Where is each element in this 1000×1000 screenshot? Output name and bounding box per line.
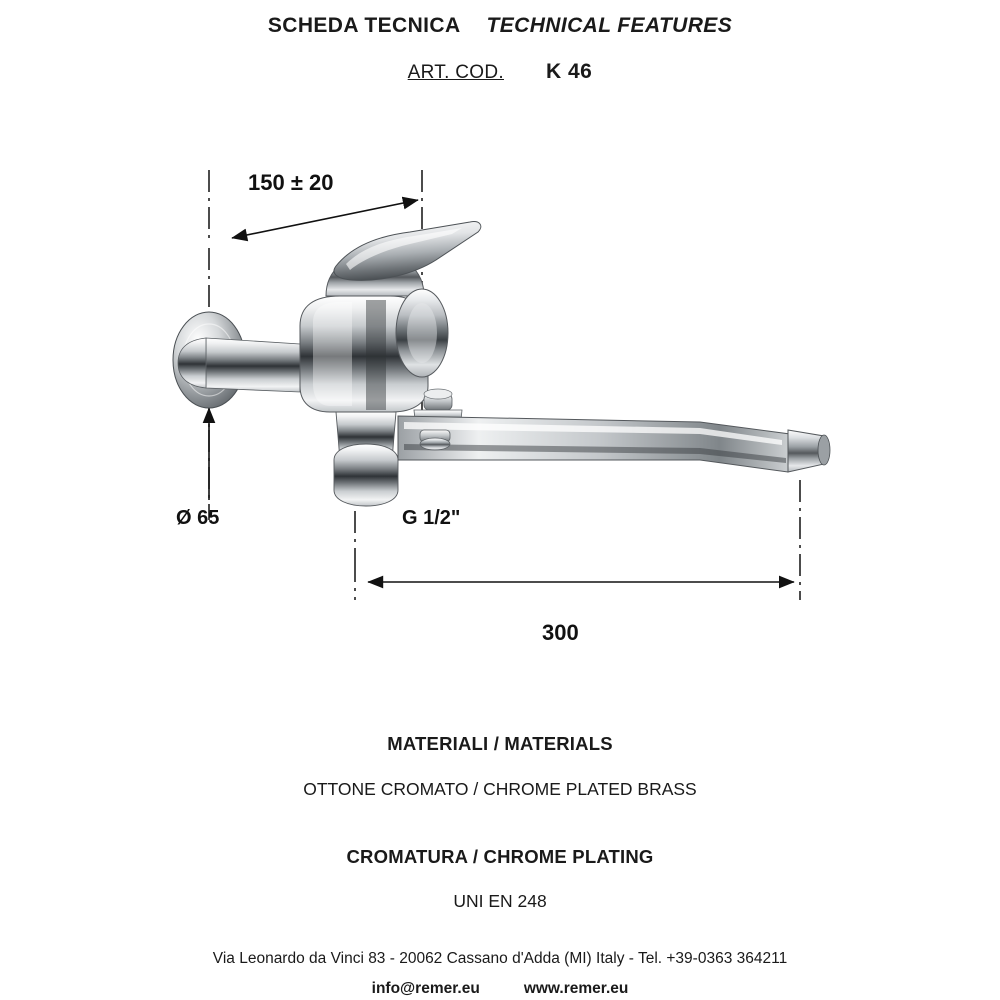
faucet-illustration: [173, 222, 830, 506]
technical-drawing: [0, 130, 1000, 690]
materials-value: OTTONE CROMATO / CHROME PLATED BRASS: [303, 779, 697, 799]
dimension-label-spread: 150 ± 20: [248, 170, 334, 195]
header-title-row: [0, 14, 1000, 38]
dimension-label-thread: G 1/2": [402, 507, 461, 529]
faucet-drawing-svg: [0, 130, 1000, 690]
article-code-label: ART. COD.: [407, 62, 504, 83]
footer-contacts: [0, 980, 1000, 998]
title-english: TECHNICAL FEATURES: [486, 14, 733, 37]
article-code-value: K 46: [545, 60, 593, 83]
dimension-label-flange-diameter: Ø 65: [176, 507, 220, 529]
footer-address: Via Leonardo da Vinci 83 - 20062 Cassano d'Adda (MI) Italy - Tel. +39-0363 364211: [212, 950, 788, 967]
document-header: [0, 14, 1000, 84]
plating-title: CROMATURA / CHROME PLATING: [346, 846, 654, 867]
materials-title: MATERIALI / MATERIALS: [387, 733, 613, 754]
footer-website[interactable]: www.remer.eu: [523, 980, 629, 997]
dimension-label-spout-length: 300: [542, 620, 579, 645]
footer-email[interactable]: info@remer.eu: [371, 980, 480, 997]
title-italian: SCHEDA TECNICA: [267, 14, 461, 37]
plating-value: UNI EN 248: [453, 891, 547, 911]
article-code-row: [0, 60, 1000, 84]
